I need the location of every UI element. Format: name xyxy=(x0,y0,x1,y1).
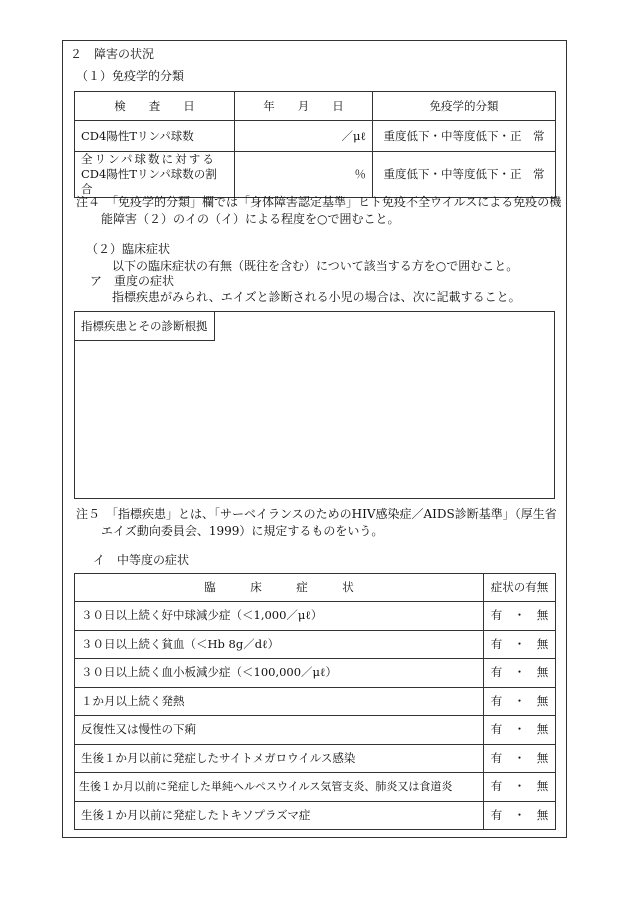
symptom-yes-no[interactable]: 有 ・ 無 xyxy=(484,716,556,745)
note-4-line2: 能障害（２）のイの（イ）による程度を○で囲むこと。 xyxy=(101,212,400,226)
cd4-ratio-field[interactable]: ％ xyxy=(235,152,373,198)
symptom-label: ３０日以上続く貧血（＜Hb 8g／dℓ） xyxy=(75,630,484,659)
cd4-count-label: CD4陽性Tリンパ球数 xyxy=(75,121,235,152)
moderate-title: イ 中等度の症状 xyxy=(93,553,190,567)
symptom-yes-no[interactable]: 有 ・ 無 xyxy=(484,773,556,802)
cd4-ratio-classification[interactable]: 重度低下・中等度低下・正 常 xyxy=(373,152,556,198)
moderate-symptom-table xyxy=(74,573,556,830)
immunology-subtitle: （１）免疫学的分類 xyxy=(76,69,185,83)
symptom-label: 生後１か月以前に発症したトキソプラズマ症 xyxy=(75,801,484,830)
note-5-line1: 注５ 「指標疾患」とは、「サーベイランスのためのHIV感染症／AIDS診断基準」（厚生省 xyxy=(76,507,557,521)
symptom-yes-no[interactable]: 有 ・ 無 xyxy=(484,744,556,773)
symptom-yes-no[interactable]: 有 ・ 無 xyxy=(484,659,556,688)
severe-title: ア 重度の症状 xyxy=(90,274,175,288)
header-date: 年 月 日 xyxy=(235,92,373,121)
note-5-line2: エイズ動向委員会、1999）に規定するものをいう。 xyxy=(101,524,384,538)
immunology-table xyxy=(74,91,556,198)
symptom-label: 生後１か月以前に発症したサイトメガロウイルス感染 xyxy=(75,744,484,773)
symptom-label: ３０日以上続く好中球減少症（＜1,000／μℓ） xyxy=(75,602,484,631)
note-4-line1: 注４ 「免疫学的分類」欄では「身体障害認定基準」ヒト免疫不全ウイルスによる免疫の機 xyxy=(76,195,562,209)
symptom-yes-no[interactable]: 有 ・ 無 xyxy=(484,602,556,631)
section-title: ２ 障害の状況 xyxy=(70,47,155,61)
header-classification: 免疫学的分類 xyxy=(373,92,556,121)
cd4-ratio-label-line1: 全リンパ球数に対する xyxy=(81,152,216,166)
indicator-disease-box[interactable] xyxy=(74,311,555,499)
clinical-subtitle: （２）臨床症状 xyxy=(86,242,171,256)
clinical-description: 以下の臨床症状の有無（既往を含む）について該当する方を○で囲むこと。 xyxy=(112,259,519,273)
symptom-label: １か月以上続く発熱 xyxy=(75,687,484,716)
symptom-yes-no[interactable]: 有 ・ 無 xyxy=(484,687,556,716)
severe-description: 指標疾患がみられ、エイズと診断される小児の場合は、次に記載すること。 xyxy=(112,290,521,304)
cd4-count-classification[interactable]: 重度低下・中等度低下・正 常 xyxy=(373,121,556,152)
cd4-ratio-label-line2: CD4陽性Tリンパ球数の割合 xyxy=(81,167,217,196)
symptom-label: 生後１か月以前に発症した単純ヘルペスウイルス気管支炎、肺炎又は食道炎 xyxy=(75,773,484,802)
cd4-ratio-label xyxy=(75,152,235,198)
header-presence: 症状の有無 xyxy=(484,574,556,602)
cd4-count-field[interactable]: ／μℓ xyxy=(235,121,373,152)
indicator-disease-label: 指標疾患とその診断根拠 xyxy=(75,312,215,341)
header-symptom: 臨 床 症 状 xyxy=(75,574,484,602)
symptom-label: 反復性又は慢性の下痢 xyxy=(75,716,484,745)
symptom-label: ３０日以上続く血小板減少症（＜100,000／μℓ） xyxy=(75,659,484,688)
symptom-yes-no[interactable]: 有 ・ 無 xyxy=(484,630,556,659)
symptom-yes-no[interactable]: 有 ・ 無 xyxy=(484,801,556,830)
header-exam-date: 検 査 日 xyxy=(75,92,235,121)
